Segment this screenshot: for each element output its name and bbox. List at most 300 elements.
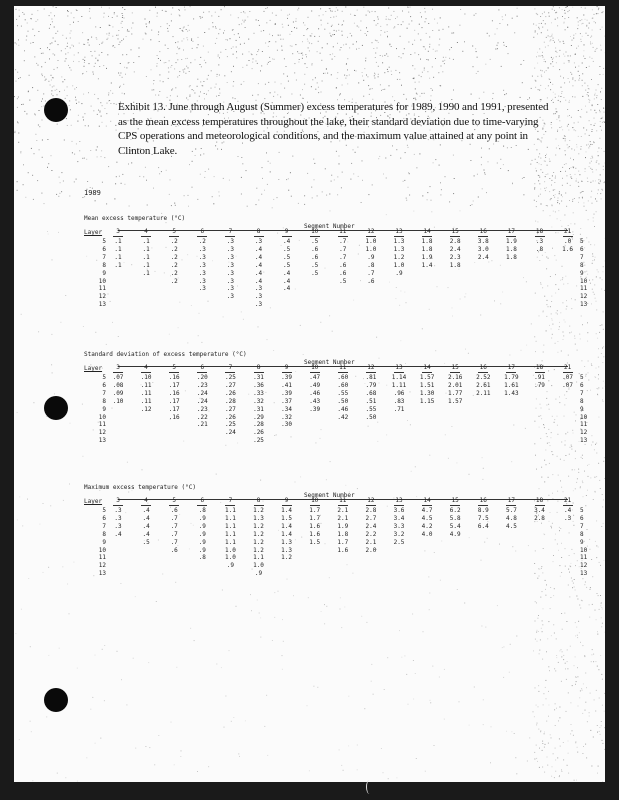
table-cell: .32 bbox=[281, 413, 293, 421]
table-cell: .1 bbox=[142, 253, 150, 261]
table-cell: .4 bbox=[282, 238, 291, 245]
layer-label-right: 8 bbox=[580, 261, 584, 269]
column-header: 8 bbox=[256, 228, 261, 235]
table-cell: .3 bbox=[254, 301, 263, 309]
column-header-underline bbox=[282, 236, 292, 237]
table-cell: .60 bbox=[337, 374, 349, 381]
table-cell: 3.6 bbox=[393, 507, 405, 514]
table-cell: .26 bbox=[224, 389, 236, 397]
table-cell: 1.1 bbox=[224, 514, 236, 522]
layer-label-right: 13 bbox=[580, 437, 588, 445]
table-cell: .27 bbox=[224, 405, 236, 413]
column-header-underline bbox=[506, 505, 516, 506]
column-header-underline bbox=[169, 236, 179, 237]
table-cell: 4.8 bbox=[505, 514, 517, 522]
column-header: 5 bbox=[172, 228, 176, 235]
punch-hole-top bbox=[44, 98, 68, 122]
layer-label-right: 10 bbox=[580, 277, 588, 285]
table-cell: .22 bbox=[196, 413, 208, 421]
layer-label: 12 bbox=[98, 562, 106, 570]
layer-label-right: 6 bbox=[580, 514, 584, 522]
layer-label: 10 bbox=[98, 277, 106, 285]
column-header: 7 bbox=[228, 228, 233, 235]
table-cell: .2 bbox=[170, 277, 178, 285]
table-cell: .7 bbox=[339, 253, 347, 261]
layer-label: 9 bbox=[102, 405, 106, 413]
layer-label: 5 bbox=[102, 238, 106, 245]
table-cell: .3 bbox=[198, 269, 206, 277]
table-cell: 2.8 bbox=[534, 514, 545, 522]
table-cell: 4.5 bbox=[505, 522, 517, 530]
table-cell: .6 bbox=[311, 253, 319, 261]
table-cell: .3 bbox=[198, 261, 206, 269]
table-cell: 2.61 bbox=[476, 381, 491, 389]
layer-label-right: 9 bbox=[580, 405, 584, 413]
table-cell: 1.7 bbox=[309, 507, 321, 514]
column-header-underline bbox=[478, 236, 488, 237]
table-cell: 2.4 bbox=[365, 522, 377, 530]
layer-label: 11 bbox=[98, 421, 106, 429]
table-cell: .96 bbox=[393, 389, 405, 397]
table-cell: 1.6 bbox=[309, 522, 321, 530]
table-title: Maximum excess temperature (°C) bbox=[84, 484, 196, 491]
column-header: 3 bbox=[116, 228, 120, 235]
column-header: 21 bbox=[563, 228, 572, 235]
column-header-underline bbox=[254, 505, 264, 506]
table-cell: .3 bbox=[198, 245, 206, 253]
layer-column-header: Layer bbox=[84, 365, 103, 372]
table-cell: .79 bbox=[534, 381, 545, 389]
table-cell: .17 bbox=[168, 397, 180, 405]
table-cell: 1.77 bbox=[447, 389, 463, 397]
layer-label-right: 13 bbox=[580, 570, 588, 578]
table-cell: .11 bbox=[140, 397, 152, 405]
table-cell: 1.2 bbox=[253, 507, 264, 514]
table-cell: .1 bbox=[114, 253, 122, 261]
table-cell: 1.6 bbox=[309, 530, 321, 538]
layer-label: 8 bbox=[102, 530, 106, 538]
column-header: 18 bbox=[535, 497, 544, 504]
table-cell: .50 bbox=[337, 397, 349, 405]
table-cell: .3 bbox=[226, 245, 234, 253]
table-cell: .2 bbox=[170, 261, 178, 269]
table-cell: 1.1 bbox=[224, 530, 236, 538]
column-header-underline bbox=[563, 505, 573, 506]
table-cell: 1.0 bbox=[224, 546, 236, 554]
layer-label: 13 bbox=[98, 437, 106, 445]
table-cell: 1.15 bbox=[419, 397, 435, 405]
column-header: 6 bbox=[200, 364, 205, 371]
layer-label-right: 10 bbox=[580, 413, 588, 421]
layer-label-right: 5 bbox=[580, 374, 584, 381]
table-cell: 4.2 bbox=[421, 522, 433, 530]
column-header-underline bbox=[141, 236, 151, 237]
column-header: 21 bbox=[563, 364, 572, 371]
layer-label: 6 bbox=[102, 245, 106, 253]
table-cell: .29 bbox=[253, 413, 264, 421]
table-cell: .3 bbox=[198, 285, 206, 293]
table-cell: 1.3 bbox=[281, 538, 293, 546]
table-title: Standard deviation of excess temperature (°C) bbox=[84, 351, 247, 358]
table-cell: 2.1 bbox=[337, 514, 349, 522]
table-cell: .71 bbox=[393, 405, 405, 413]
table-cell: 1.0 bbox=[393, 261, 405, 269]
table-cell: .5 bbox=[282, 245, 291, 253]
table-cell: .07 bbox=[112, 374, 124, 381]
table-cell: .37 bbox=[281, 397, 293, 405]
table-cell: 1.4 bbox=[281, 507, 293, 514]
layer-label-right: 12 bbox=[580, 562, 588, 570]
column-header-underline bbox=[394, 372, 404, 373]
table-cell: .20 bbox=[196, 374, 208, 381]
table-cell: .4 bbox=[142, 522, 150, 530]
table-cell: 1.61 bbox=[504, 381, 519, 389]
table-cell: .1 bbox=[142, 245, 150, 253]
table-cell: .3 bbox=[254, 293, 263, 301]
column-header: 14 bbox=[423, 364, 431, 371]
table-cell: .07 bbox=[562, 381, 574, 389]
column-header: 4 bbox=[144, 364, 148, 371]
layer-label: 5 bbox=[102, 374, 106, 381]
table-cell: 1.57 bbox=[419, 374, 435, 381]
table-cell: 1.8 bbox=[421, 238, 433, 245]
column-header: 16 bbox=[479, 364, 487, 371]
table-cell: 2.8 bbox=[449, 238, 461, 245]
column-header-underline bbox=[422, 236, 432, 237]
table-cell: .9 bbox=[254, 570, 263, 578]
layer-label-right: 11 bbox=[580, 285, 588, 293]
layer-label-right: 7 bbox=[580, 522, 584, 530]
column-header: 4 bbox=[144, 228, 148, 235]
table-cell: .49 bbox=[309, 381, 321, 389]
column-header-underline bbox=[141, 505, 151, 506]
column-header-underline bbox=[197, 236, 207, 237]
column-header: 13 bbox=[395, 497, 403, 504]
layer-label: 13 bbox=[98, 570, 106, 578]
table-cell: 1.4 bbox=[421, 261, 433, 269]
column-header-underline bbox=[450, 505, 460, 506]
column-header-underline bbox=[535, 236, 545, 237]
table-cell: 1.5 bbox=[281, 514, 293, 522]
column-header-underline bbox=[506, 372, 516, 373]
layer-label-right: 7 bbox=[580, 389, 584, 397]
table-cell: .46 bbox=[309, 389, 321, 397]
table-cell: 1.3 bbox=[393, 238, 405, 245]
table-cell: .11 bbox=[140, 389, 152, 397]
table-cell: .6 bbox=[339, 269, 347, 277]
column-header-underline bbox=[535, 372, 545, 373]
table-cell: .9 bbox=[198, 538, 206, 546]
table-cell: 2.52 bbox=[476, 374, 491, 381]
table-cell: .25 bbox=[224, 421, 236, 429]
table-cell: 1.0 bbox=[365, 238, 377, 245]
column-header: 10 bbox=[311, 497, 319, 504]
table-cell: 1.3 bbox=[281, 546, 293, 554]
table-cell: .12 bbox=[140, 405, 152, 413]
column-header-underline bbox=[450, 236, 460, 237]
table-cell: 1.30 bbox=[419, 389, 435, 397]
table-cell: .3 bbox=[226, 238, 234, 245]
column-header-underline bbox=[366, 372, 376, 373]
table-cell: .3 bbox=[535, 238, 544, 245]
column-header: 17 bbox=[507, 497, 515, 504]
table-cell: .34 bbox=[281, 405, 293, 413]
table-cell: 4.9 bbox=[449, 530, 461, 538]
table-cell: .16 bbox=[168, 389, 180, 397]
column-header-underline bbox=[254, 372, 264, 373]
column-header: 3 bbox=[116, 497, 120, 504]
table-cell: 3.8 bbox=[477, 238, 489, 245]
table-cell: .4 bbox=[563, 507, 572, 514]
table-cell: .55 bbox=[365, 405, 377, 413]
column-header-underline bbox=[310, 236, 320, 237]
column-header-underline bbox=[282, 505, 292, 506]
table-cell: .3 bbox=[226, 253, 234, 261]
table-cell: .10 bbox=[112, 397, 124, 405]
table-cell: .4 bbox=[142, 530, 150, 538]
table-cell: 1.0 bbox=[253, 562, 264, 570]
table-cell: .17 bbox=[168, 405, 180, 413]
table-cell: 1.2 bbox=[281, 554, 293, 562]
table-cell: .28 bbox=[224, 397, 236, 405]
table-cell: 2.7 bbox=[365, 514, 377, 522]
table-cell: .30 bbox=[281, 421, 293, 429]
table-cell: 1.3 bbox=[253, 514, 264, 522]
table-cell: .3 bbox=[226, 277, 234, 285]
table-cell: 1.8 bbox=[505, 245, 517, 253]
table-cell: .9 bbox=[198, 530, 206, 538]
table-cell: .25 bbox=[224, 374, 236, 381]
table-cell: .25 bbox=[253, 437, 264, 445]
table-cell: .6 bbox=[170, 546, 178, 554]
table-cell: .1 bbox=[114, 261, 122, 269]
table-cell: .24 bbox=[196, 397, 208, 405]
table-cell: .2 bbox=[170, 269, 178, 277]
table-cell: .23 bbox=[196, 405, 208, 413]
column-header-underline bbox=[225, 236, 235, 237]
column-header-underline bbox=[478, 372, 488, 373]
table-cell: .5 bbox=[311, 269, 319, 277]
table-cell: 1.2 bbox=[253, 522, 264, 530]
table-cell: .26 bbox=[224, 413, 236, 421]
table-cell: 1.1 bbox=[224, 507, 236, 514]
table-cell: 1.7 bbox=[337, 538, 349, 546]
table-cell: 6.2 bbox=[449, 507, 461, 514]
layer-label: 8 bbox=[102, 397, 106, 405]
table-cell: 1.4 bbox=[281, 530, 293, 538]
column-header-underline bbox=[422, 505, 432, 506]
column-header: 7 bbox=[228, 364, 233, 371]
column-header: 11 bbox=[339, 364, 347, 371]
table-cell: .7 bbox=[170, 522, 178, 530]
table-cell: .3 bbox=[226, 269, 234, 277]
table-cell: .31 bbox=[253, 374, 264, 381]
column-header-underline bbox=[113, 372, 123, 373]
layer-label-right: 12 bbox=[580, 293, 588, 301]
layer-label: 11 bbox=[98, 285, 106, 293]
table-cell: 1.43 bbox=[504, 389, 519, 397]
column-header: 18 bbox=[535, 228, 544, 235]
table-cell: .4 bbox=[254, 245, 263, 253]
layer-label-right: 8 bbox=[580, 397, 584, 405]
table-cell: 1.4 bbox=[281, 522, 293, 530]
layer-label: 9 bbox=[102, 538, 106, 546]
column-header-underline bbox=[197, 372, 207, 373]
table-cell: 1.0 bbox=[224, 554, 236, 562]
table-cell: 2.1 bbox=[365, 538, 377, 546]
table-cell: .24 bbox=[196, 389, 208, 397]
table-cell: 2.4 bbox=[449, 245, 461, 253]
table-cell: .24 bbox=[224, 429, 236, 437]
layer-label: 12 bbox=[98, 429, 106, 437]
column-header: 12 bbox=[367, 228, 375, 235]
punch-hole-bottom bbox=[44, 688, 68, 712]
table-cell: .21 bbox=[196, 421, 208, 429]
table-cell: 1.2 bbox=[253, 538, 264, 546]
column-header: 17 bbox=[507, 228, 515, 235]
table-cell: .68 bbox=[365, 389, 377, 397]
table-cell: 2.8 bbox=[365, 507, 377, 514]
table-cell: .4 bbox=[114, 530, 122, 538]
layer-label-right: 11 bbox=[580, 554, 588, 562]
layer-label: 6 bbox=[102, 381, 106, 389]
table-cell: .7 bbox=[170, 514, 178, 522]
table-cell: .60 bbox=[337, 381, 349, 389]
table-cell: 1.79 bbox=[504, 374, 519, 381]
column-header-underline bbox=[169, 505, 179, 506]
table-cell: 6.4 bbox=[477, 522, 489, 530]
table-cell: 1.9 bbox=[421, 253, 433, 261]
layer-label: 7 bbox=[102, 522, 106, 530]
table-cell: 1.7 bbox=[309, 514, 321, 522]
table-cell: 1.2 bbox=[253, 530, 264, 538]
table-cell: .27 bbox=[224, 381, 236, 389]
table-cell: .3 bbox=[114, 522, 122, 530]
table-cell: .33 bbox=[253, 389, 264, 397]
table-cell: .16 bbox=[168, 413, 180, 421]
table-cell: .09 bbox=[112, 389, 124, 397]
column-header: 13 bbox=[395, 228, 403, 235]
table-cell: .9 bbox=[367, 253, 375, 261]
column-header-underline bbox=[478, 505, 488, 506]
segment-number-header: Segment Number bbox=[304, 492, 355, 499]
layer-label: 5 bbox=[102, 507, 106, 514]
table-cell: 8.9 bbox=[477, 507, 489, 514]
column-header: 10 bbox=[311, 228, 319, 235]
table-cell: 1.14 bbox=[391, 374, 407, 381]
table-cell: 5.8 bbox=[449, 514, 461, 522]
column-header: 11 bbox=[339, 497, 347, 504]
layer-label-right: 9 bbox=[580, 269, 584, 277]
column-header-underline bbox=[225, 505, 235, 506]
table-cell: 1.1 bbox=[253, 554, 264, 562]
table-cell: .4 bbox=[282, 285, 291, 293]
table-cell: .4 bbox=[254, 269, 263, 277]
table-cell: .3 bbox=[198, 277, 206, 285]
table-cell: 1.3 bbox=[393, 245, 405, 253]
table-cell: 4.5 bbox=[421, 514, 433, 522]
table-cell: .5 bbox=[311, 238, 319, 245]
layer-label: 8 bbox=[102, 261, 106, 269]
table-cell: .5 bbox=[282, 253, 291, 261]
table-cell: 2.0 bbox=[365, 546, 377, 554]
table-cell: .26 bbox=[253, 429, 264, 437]
layer-label: 12 bbox=[98, 293, 106, 301]
table-cell: 2.2 bbox=[365, 530, 377, 538]
table-cell: .7 bbox=[367, 269, 375, 277]
table-cell: 1.0 bbox=[365, 245, 377, 253]
table-cell: .3 bbox=[254, 285, 263, 293]
column-header: 9 bbox=[284, 364, 289, 371]
column-header-underline bbox=[506, 236, 516, 237]
layer-label: 13 bbox=[98, 301, 106, 309]
table-cell: .6 bbox=[311, 245, 319, 253]
column-header: 9 bbox=[284, 228, 289, 235]
layer-label-right: 6 bbox=[580, 381, 584, 389]
layer-label-right: 5 bbox=[580, 507, 584, 514]
table-title: Mean excess temperature (°C) bbox=[84, 215, 186, 222]
table-cell: 1.9 bbox=[337, 522, 349, 530]
layer-label: 11 bbox=[98, 554, 106, 562]
column-header: 21 bbox=[563, 497, 572, 504]
column-header-underline bbox=[310, 372, 320, 373]
column-header-underline bbox=[366, 236, 376, 237]
column-header: 3 bbox=[116, 364, 120, 371]
table-cell: 4.7 bbox=[421, 507, 433, 514]
table-cell: 1.2 bbox=[393, 253, 405, 261]
table-cell: 3.3 bbox=[393, 522, 405, 530]
layer-label: 7 bbox=[102, 253, 106, 261]
table-cell: .07 bbox=[562, 374, 574, 381]
column-header: 12 bbox=[367, 364, 375, 371]
table-cell: 3.0 bbox=[477, 245, 489, 253]
column-header: 15 bbox=[451, 228, 459, 235]
column-header: 4 bbox=[144, 497, 148, 504]
table-cell: .7 bbox=[339, 238, 347, 245]
table-cell: .51 bbox=[365, 397, 377, 405]
table-cell: .08 bbox=[112, 381, 124, 389]
column-header-underline bbox=[282, 372, 292, 373]
table-cell: .39 bbox=[309, 405, 321, 413]
table-cell: 2.1 bbox=[337, 507, 349, 514]
column-header-underline bbox=[563, 372, 573, 373]
table-cell: .9 bbox=[226, 562, 234, 570]
segment-number-header: Segment Number bbox=[304, 223, 355, 230]
table-cell: .2 bbox=[170, 245, 178, 253]
table-cell: 1.57 bbox=[447, 397, 463, 405]
table-cell: 2.4 bbox=[477, 253, 489, 261]
table-cell: .3 bbox=[226, 261, 234, 269]
scan-artifact-mark bbox=[366, 780, 373, 794]
column-header-underline bbox=[394, 236, 404, 237]
table-cell: 2.16 bbox=[447, 374, 463, 381]
table-cell: .10 bbox=[140, 374, 152, 381]
table-cell: .7 bbox=[170, 530, 178, 538]
table-cell: 1.2 bbox=[253, 546, 264, 554]
table-cell: 5.7 bbox=[505, 507, 517, 514]
scanned-page bbox=[14, 6, 605, 782]
column-header-underline bbox=[225, 372, 235, 373]
table-cell: .5 bbox=[311, 261, 319, 269]
table-cell: .2 bbox=[198, 238, 206, 245]
layer-column-header: Layer bbox=[84, 498, 103, 505]
table-cell: .8 bbox=[198, 554, 206, 562]
table-cell: .42 bbox=[337, 413, 349, 421]
table-cell: 1.11 bbox=[391, 381, 407, 389]
table-cell: .4 bbox=[254, 261, 263, 269]
column-header-underline bbox=[141, 372, 151, 373]
table-cell: .8 bbox=[198, 507, 206, 514]
